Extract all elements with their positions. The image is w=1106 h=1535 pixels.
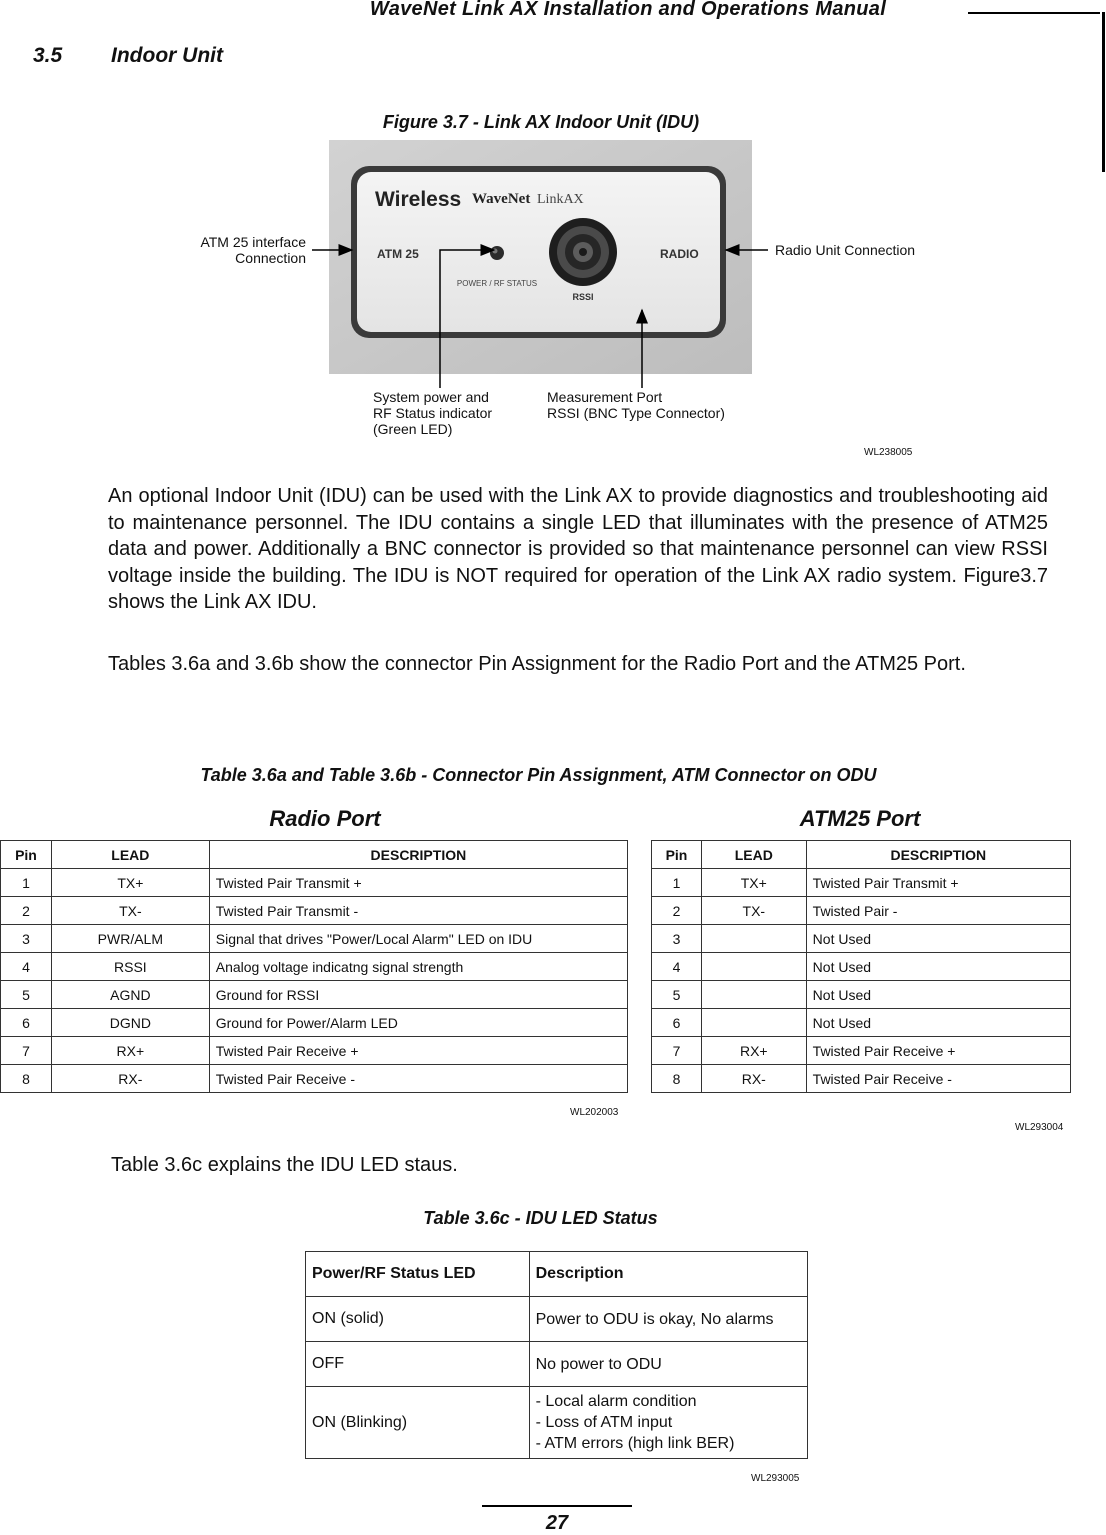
header-description: DESCRIPTION (806, 841, 1070, 869)
led-description-cell (529, 1342, 807, 1387)
radio-table-ref: WL202003 (570, 1107, 619, 1118)
description-cell: Twisted Pair Transmit + (209, 869, 627, 897)
footer-rule (482, 1505, 632, 1507)
pin-cell: 1 (652, 869, 702, 897)
measurement-callout: Measurement Port RSSI (BNC Type Connector) (547, 389, 725, 421)
header-led-state: Power/RF Status LED (306, 1252, 530, 1297)
table-row (306, 1387, 808, 1459)
lead-cell (701, 1009, 806, 1037)
lead-cell: RX+ (701, 1037, 806, 1065)
table-row (1, 953, 628, 981)
pin-cell: 6 (1, 1009, 52, 1037)
atm-port-title: ATM25 Port (799, 806, 921, 831)
description-cell: Twisted Pair Transmit + (806, 869, 1070, 897)
table-row (652, 1009, 1071, 1037)
lead-cell: PWR/ALM (51, 925, 209, 953)
pin-cell: 5 (1, 981, 52, 1009)
table-row (652, 981, 1071, 1009)
description-line: No power to ODU (535, 1355, 662, 1373)
table-row (1, 1037, 628, 1065)
atm-table-ref: WL293004 (1015, 1122, 1064, 1133)
description-cell: Signal that drives "Power/Local Alarm" LED on IDU (209, 925, 627, 953)
lead-cell: TX+ (701, 869, 806, 897)
description-cell: Not Used (806, 981, 1070, 1009)
description-line: - Loss of ATM input (535, 1414, 673, 1431)
radio-callout: Radio Unit Connection (775, 242, 916, 258)
intro-paragraph: An optional Indoor Unit (IDU) can be used with the Link AX to provide diagnostics and troubleshooting aid to maintenance personnel. The IDU contains a single LED that illuminates with the presence of ATM25 data and power. Additionally a BNC connector is provided so that maintenance personnel can view RSSI voltage inside the building. The IDU is NOT required for operation of the Link AX radio system. Figure3.7 shows the Link AX IDU. (108, 485, 1048, 613)
header-pin: Pin (652, 841, 702, 869)
atm-port-table (651, 840, 1071, 1093)
pin-cell: 4 (652, 953, 702, 981)
manual-title: WaveNet Link AX Installation and Operations Manual (369, 0, 887, 20)
atm-callout: ATM 25 interface Connection (200, 234, 306, 266)
pin-cell: 6 (652, 1009, 702, 1037)
device-port-left: ATM 25 (377, 247, 419, 261)
table-row (1, 1009, 628, 1037)
table-row (1, 981, 628, 1009)
device-brand: Wireless (375, 188, 462, 211)
table-header-row (652, 841, 1071, 869)
header-description: DESCRIPTION (209, 841, 627, 869)
description-cell: Twisted Pair Transmit - (209, 897, 627, 925)
description-cell: Analog voltage indicatng signal strength (209, 953, 627, 981)
lead-cell: TX- (51, 897, 209, 925)
lead-cell: AGND (51, 981, 209, 1009)
table-row (652, 925, 1071, 953)
table-row (652, 1065, 1071, 1093)
figure-caption: Figure 3.7 - Link AX Indoor Unit (IDU) (382, 112, 700, 132)
pin-cell: 7 (652, 1037, 702, 1065)
description-cell: Ground for RSSI (209, 981, 627, 1009)
lead-cell: TX+ (51, 869, 209, 897)
lead-cell: RSSI (51, 953, 209, 981)
device-bnc-label: RSSI (572, 292, 594, 302)
lead-cell: RX+ (51, 1037, 209, 1065)
description-cell: Not Used (806, 925, 1070, 953)
table-header-row (1, 841, 628, 869)
lead-cell: TX- (701, 897, 806, 925)
section-number: 3.5 (33, 44, 63, 67)
lead-cell (701, 981, 806, 1009)
led-state-cell: ON (Blinking) (306, 1387, 530, 1459)
power-callout: System power and RF Status indicator (Green LED) (373, 389, 493, 437)
table-row (306, 1297, 808, 1342)
description-cell: Twisted Pair - (806, 897, 1070, 925)
radio-port-table (0, 840, 628, 1093)
table-row (306, 1342, 808, 1387)
led-callout-arrow (440, 250, 494, 388)
description-cell: Twisted Pair Receive + (209, 1037, 627, 1065)
pin-cell: 4 (1, 953, 52, 981)
led-state-cell: ON (solid) (306, 1297, 530, 1342)
lead-cell (701, 925, 806, 953)
section-title: Indoor Unit (111, 44, 223, 67)
description-line: - Local alarm condition (535, 1393, 697, 1410)
description-cell: Not Used (806, 1009, 1070, 1037)
lead-cell: RX- (51, 1065, 209, 1093)
description-line: Power to ODU is okay, No alarms (535, 1310, 774, 1328)
lead-cell: RX- (701, 1065, 806, 1093)
device-model: WaveNet (472, 191, 531, 207)
device-led-label: POWER / RF STATUS (456, 279, 538, 288)
header-description: Description (529, 1252, 807, 1297)
lead-cell (701, 953, 806, 981)
description-cell: Not Used (806, 953, 1070, 981)
led-paragraph: Table 3.6c explains the IDU LED staus. (111, 1154, 458, 1176)
table-row (1, 925, 628, 953)
table-row (652, 897, 1071, 925)
device-port-right: RADIO (660, 247, 699, 261)
device-sub: LinkAX (537, 192, 584, 207)
led-status-table (305, 1251, 808, 1459)
table-header-row (306, 1252, 808, 1297)
description-line: - ATM errors (high link BER) (535, 1435, 735, 1452)
table-row (1, 1065, 628, 1093)
led-table-ref: WL293005 (751, 1473, 800, 1484)
description-cell: Twisted Pair Receive + (806, 1037, 1070, 1065)
page-number: 27 (545, 1512, 569, 1534)
pin-cell: 8 (652, 1065, 702, 1093)
table-row (1, 869, 628, 897)
pin-cell: 1 (1, 869, 52, 897)
led-state-cell: OFF (306, 1342, 530, 1387)
table-row (1, 897, 628, 925)
header-lead: LEAD (701, 841, 806, 869)
lead-cell: DGND (51, 1009, 209, 1037)
led-description-cell (529, 1297, 807, 1342)
description-cell: Twisted Pair Receive - (209, 1065, 627, 1093)
tables-paragraph: Tables 3.6a and 3.6b show the connector Pin Assignment for the Radio Port and the ATM25 Port. (108, 653, 966, 675)
table-row (652, 869, 1071, 897)
pin-cell: 2 (652, 897, 702, 925)
figure-ref: WL238005 (864, 447, 913, 458)
table-row (652, 1037, 1071, 1065)
tables-ab-caption: Table 3.6a and Table 3.6b - Connector Pin Assignment, ATM Connector on ODU (200, 765, 877, 785)
table-row (652, 953, 1071, 981)
pin-cell: 5 (652, 981, 702, 1009)
description-cell: Ground for Power/Alarm LED (209, 1009, 627, 1037)
header-pin: Pin (1, 841, 52, 869)
radio-port-title: Radio Port (269, 806, 381, 831)
header-lead: LEAD (51, 841, 209, 869)
pin-cell: 2 (1, 897, 52, 925)
pin-cell: 3 (652, 925, 702, 953)
pin-cell: 3 (1, 925, 52, 953)
table-c-caption: Table 3.6c - IDU LED Status (423, 1208, 658, 1228)
pin-cell: 8 (1, 1065, 52, 1093)
pin-cell: 7 (1, 1037, 52, 1065)
led-description-cell (529, 1387, 807, 1459)
description-cell: Twisted Pair Receive - (806, 1065, 1070, 1093)
